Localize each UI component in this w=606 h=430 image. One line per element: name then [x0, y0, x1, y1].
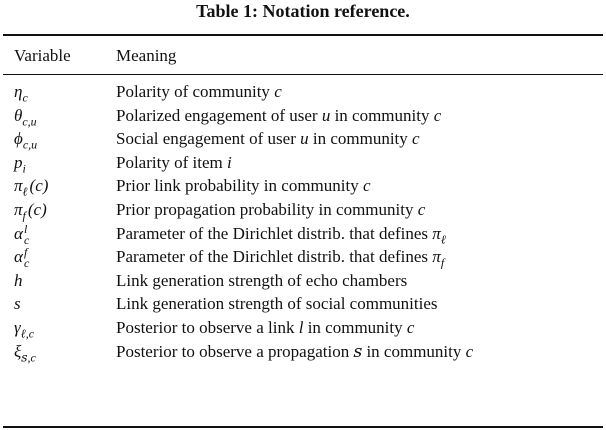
argument: (c) — [27, 199, 47, 219]
meaning-text: in community — [308, 129, 413, 149]
variable-symbol: s — [14, 294, 21, 314]
meaning-text: Posterior to observe a propagation — [116, 341, 354, 361]
subscript: ꜱ,c — [21, 349, 36, 364]
variable-symbol: π — [14, 199, 23, 219]
meaning-text: Link generation strength of social communities — [116, 294, 438, 314]
meaning-text: π — [432, 247, 441, 267]
meaning-text: l — [298, 317, 304, 337]
meaning-text: in community — [303, 317, 407, 337]
meaning-cell — [116, 106, 441, 126]
subscript: c,u — [22, 113, 37, 128]
subscript: c — [23, 232, 30, 247]
meaning-cell — [116, 153, 232, 173]
meaning-text: c — [362, 176, 371, 196]
table-row — [0, 106, 606, 130]
meaning-text: Prior link probability in community — [116, 176, 363, 196]
subscript: c — [22, 90, 28, 105]
meaning-text: c — [465, 341, 474, 361]
meaning-text: in community — [362, 341, 466, 361]
variable-cell — [14, 271, 23, 291]
variable-symbol: θ — [14, 105, 23, 125]
table-row — [0, 153, 606, 177]
meaning-text: c — [274, 82, 282, 101]
variable-cell — [14, 221, 30, 247]
meaning-text: Posterior to observe a link — [116, 317, 299, 337]
table-row — [0, 129, 606, 153]
subscript: ℓ — [22, 184, 28, 199]
variable-cell — [14, 200, 47, 223]
meaning-text: Parameter of the Dirichlet distrib. that defines — [116, 247, 433, 267]
meaning-cell — [116, 342, 473, 362]
meaning-text: i — [226, 152, 232, 172]
variable-symbol: α — [14, 223, 23, 243]
variable-symbol: ϕ — [14, 129, 23, 149]
meaning-cell — [116, 200, 425, 220]
meaning-cell — [116, 82, 282, 102]
table-caption: Table 1: Notation reference. — [196, 1, 410, 21]
meaning-text: f — [440, 255, 445, 270]
subscript: ℓ,c — [20, 326, 35, 341]
variable-cell — [14, 318, 34, 341]
meaning-text: u — [300, 129, 309, 149]
subscript: f — [22, 208, 26, 223]
subscript: c — [23, 256, 30, 271]
bottom-rule — [3, 426, 603, 428]
meaning-text: Polarity of item — [116, 152, 227, 172]
meaning-text: c — [433, 105, 442, 125]
header-variable: Variable — [14, 46, 71, 65]
variable-cell — [14, 342, 36, 365]
variable-cell — [14, 294, 21, 314]
meaning-text: c — [406, 317, 415, 337]
variable-cell — [14, 153, 26, 176]
meaning-cell — [116, 176, 371, 196]
table-row — [0, 271, 606, 295]
meaning-text: in community — [330, 105, 434, 125]
table-row — [0, 176, 606, 200]
variable-cell — [14, 129, 37, 152]
meaning-cell — [116, 318, 414, 338]
meaning-text: c — [412, 129, 420, 149]
table-row — [0, 82, 606, 106]
variable-symbol: p — [14, 152, 23, 172]
meaning-text: Polarized engagement of user — [116, 105, 322, 125]
meaning-text: Prior propagation probability in community — [116, 199, 418, 219]
table-body — [0, 82, 606, 365]
superscript: f — [23, 245, 28, 260]
variable-symbol: h — [14, 270, 23, 290]
meaning-cell — [116, 294, 438, 314]
meaning-text: Parameter of the Dirichlet distrib. that defines — [116, 223, 433, 243]
subscript: c,u — [22, 137, 38, 152]
variable-cell — [14, 247, 29, 269]
table-row — [0, 200, 606, 224]
variable-symbol: η — [14, 82, 23, 101]
table-row — [0, 221, 606, 248]
top-rule — [3, 34, 603, 36]
meaning-text: ℓ — [440, 231, 446, 246]
variable-symbol: ξ — [14, 341, 22, 361]
table-row — [0, 342, 606, 366]
meaning-text: ꜱ — [353, 341, 363, 361]
meaning-text: u — [321, 105, 331, 125]
variable-cell — [14, 106, 37, 129]
meaning-cell — [116, 271, 407, 291]
header-meaning: Meaning — [116, 46, 177, 65]
table-row — [0, 247, 606, 271]
table-row — [0, 294, 606, 318]
variable-symbol: α — [14, 247, 23, 267]
variable-cell — [14, 82, 28, 105]
argument: (c) — [29, 176, 49, 196]
variable-symbol: π — [14, 176, 23, 196]
meaning-text: c — [417, 199, 426, 219]
meaning-cell — [116, 129, 420, 149]
header-rule — [3, 74, 603, 75]
meaning-text: Link generation strength of echo chambers — [116, 270, 408, 290]
meaning-cell — [116, 247, 444, 270]
meaning-text: π — [432, 223, 441, 243]
table-row — [0, 318, 606, 342]
variable-symbol: γ — [14, 317, 21, 337]
variable-cell — [14, 176, 48, 199]
meaning-text: Social engagement of user — [116, 129, 301, 149]
meaning-cell — [116, 224, 446, 247]
subscript: i — [22, 161, 26, 176]
superscript: l — [23, 221, 28, 236]
meaning-text: Polarity of community — [116, 82, 275, 101]
